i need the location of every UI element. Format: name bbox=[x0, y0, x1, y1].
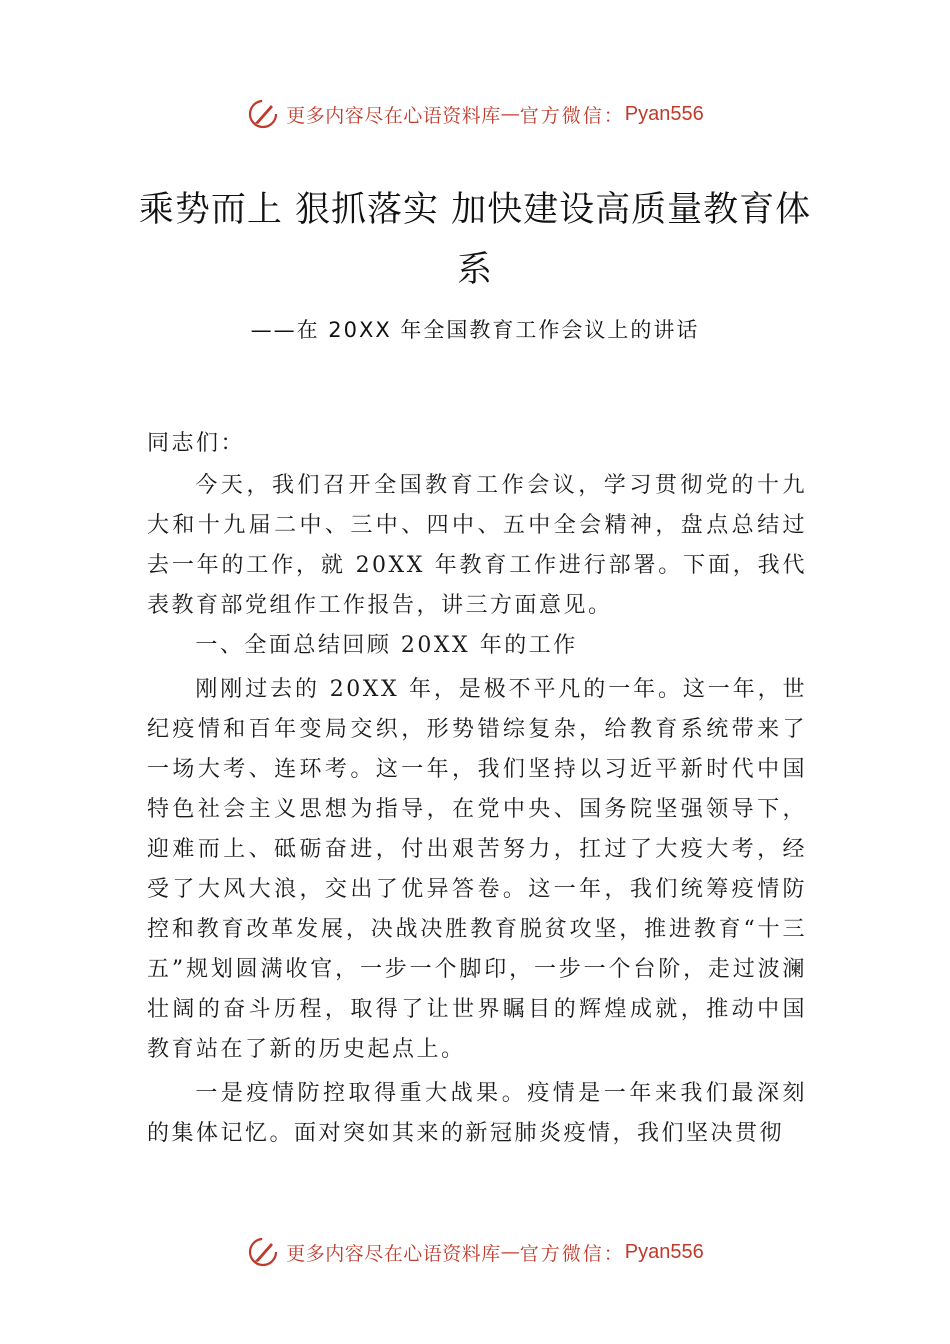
watermark-banner-bottom bbox=[0, 1232, 950, 1272]
watermark-banner-top bbox=[0, 94, 950, 134]
document-title: 乘势而上 狠抓落实 加快建设高质量教育体系 bbox=[138, 190, 812, 290]
document-body bbox=[147, 424, 807, 1154]
paragraph: 刚刚过去的 20XX 年，是极不平凡的一年。这一年，世纪疫情和百年变局交织，形势错综复杂，给教育系统带来了一场大考、连环考。这一年，我们坚持以习近平新时代中国特色社会主义思想为指导，在党中央、国务院坚强领导下，迎难而上、砥砺奋进，付出艰苦努力，扛过了大疫大考，经受了大风大浪，交出了优异答卷。这一年，我们统筹疫情防控和教育改革发展，决战决胜教育脱贫攻坚，推进教育“十三五”规划圆满收官，一步一个脚印，一步一个台阶，走过波澜壮阔的奋斗历程，取得了让世界瞩目的辉煌成就，推动中国教育站在了新的历史起点上。 bbox=[147, 677, 807, 1062]
paragraph: 今天，我们召开全国教育工作会议，学习贯彻党的十九大和十九届二中、三中、四中、五中全会精神，盘点总结过去一年的工作，就 20XX 年教育工作进行部署。下面，我代表教育部党组作工作报告，讲三方面意见。 bbox=[147, 473, 807, 618]
watermark-separator: — bbox=[500, 1241, 520, 1263]
watermark-separator: — bbox=[500, 103, 520, 125]
brush-logo-icon bbox=[246, 97, 280, 131]
brush-logo-icon bbox=[246, 1235, 280, 1269]
document-subtitle: ——在 20XX 年全国教育工作会议上的讲话 bbox=[250, 318, 700, 342]
watermark-wechat-id: Pyan556 bbox=[624, 1240, 704, 1263]
section-heading: 一、全面总结回顾 20XX 年的工作 bbox=[195, 633, 578, 658]
salutation: 同志们： bbox=[147, 431, 246, 456]
watermark-wechat-label: 官方微信： bbox=[519, 1242, 625, 1265]
watermark-site: 更多内容尽在心语资料库 bbox=[286, 1242, 501, 1265]
watermark-wechat-id: Pyan556 bbox=[624, 102, 704, 125]
watermark-wechat-label: 官方微信： bbox=[519, 104, 625, 127]
paragraph: 一是疫情防控取得重大战果。疫情是一年来我们最深刻的集体记忆。面对突如其来的新冠肺炎疫情，我们坚决贯彻 bbox=[147, 1081, 807, 1146]
watermark-site: 更多内容尽在心语资料库 bbox=[286, 104, 501, 127]
